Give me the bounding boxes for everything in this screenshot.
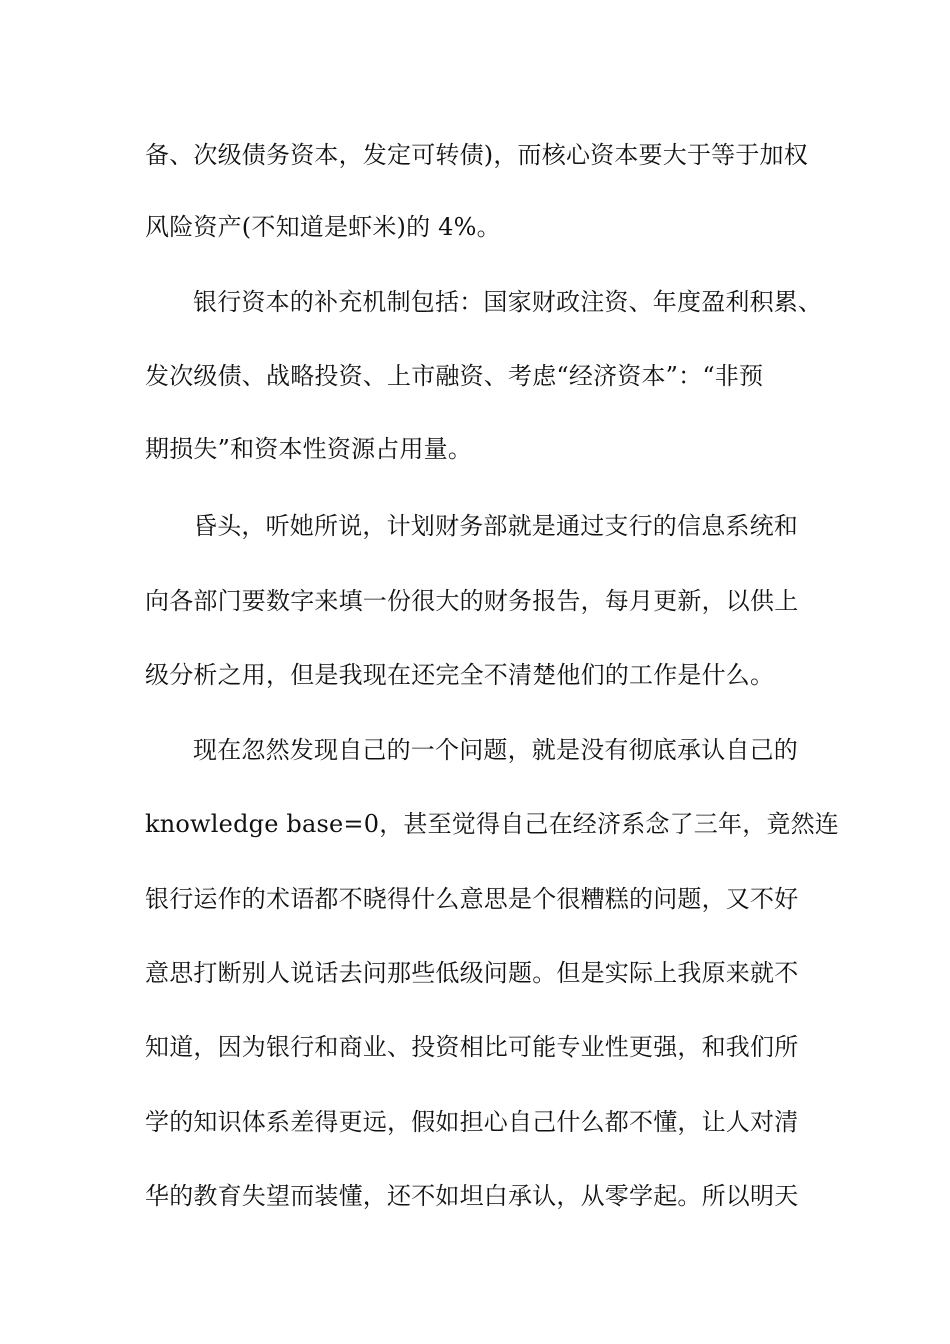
text-line: 风险资产(不知道是虾米)的 4%。 xyxy=(145,213,501,241)
paragraph-start-line: 银行资本的补充机制包括：国家财政注资、年度盈利积累、 xyxy=(193,288,823,316)
text-line: 华的教育失望而装懂，还不如坦白承认，从零学起。所以明天 xyxy=(145,1182,799,1210)
text-line: 知道，因为银行和商业、投资相比可能专业性更强，和我们所 xyxy=(145,1033,799,1061)
text-line: 向各部门要数字来填一份很大的财务报告，每月更新，以供上 xyxy=(145,587,799,615)
text-line: knowledge base=0，甚至觉得自己在经济系念了三年，竟然连 xyxy=(145,810,839,838)
paragraph-start-line: 现在忽然发现自己的一个问题，就是没有彻底承认自己的 xyxy=(193,736,798,764)
text-line: 发次级债、战略投资、上市融资、考虑“经济资本”：“非预 xyxy=(145,362,764,390)
text-line: 银行运作的术语都不晓得什么意思是个很糟糕的问题，又不好 xyxy=(145,885,799,913)
text-line: 级分析之用，但是我现在还完全不清楚他们的工作是什么。 xyxy=(145,661,775,689)
text-line: 学的知识体系差得更远，假如担心自己什么都不懂，让人对清 xyxy=(145,1108,799,1136)
text-line: 意思打断别人说话去问那些低级问题。但是实际上我原来就不 xyxy=(145,959,799,987)
paragraph-start-line: 昏头，听她所说，计划财务部就是通过支行的信息系统和 xyxy=(193,512,798,540)
text-line: 期损失”和资本性资源占用量。 xyxy=(145,435,473,463)
text-line: 备、次级债务资本，发定可转债)，而核心资本要大于等于加权 xyxy=(145,141,808,169)
